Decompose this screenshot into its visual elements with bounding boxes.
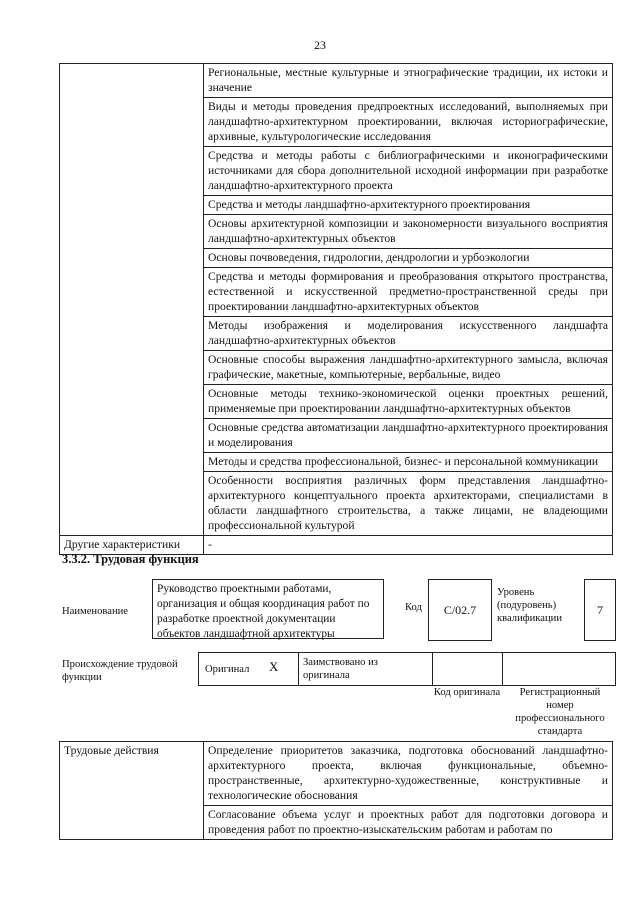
knowledge-item: Основные способы выражения ландшафтно-архитектурного замысла, включая графические, макетные, компьютерные, вербальные, видео <box>204 351 613 385</box>
knowledge-item: Методы и средства профессиональной, бизнес- и персональной коммуникации <box>204 453 613 472</box>
labor-action-item: Определение приоритетов заказчика, подготовка обоснований ландшафтно-архитектурного проекта, включая функциональные, объемно-пространственные, архитектурно-художественные, конструктивные и технологические обоснования <box>204 742 613 806</box>
level-label: Уровень (подуровень) квалификации <box>497 587 562 624</box>
knowledge-item: Средства и методы ландшафтно-архитектурного проектирования <box>204 196 613 215</box>
code-value: C/02.7 <box>428 579 492 641</box>
code-label: Код <box>405 602 422 613</box>
reg-number-cell <box>503 653 615 685</box>
other-characteristics-label: Другие характеристики <box>60 536 204 555</box>
other-characteristics-value: - <box>204 536 613 555</box>
knowledge-item: Региональные, местные культурные и этнографические традиции, их истоки и значение <box>204 64 613 98</box>
origin-row <box>198 652 616 686</box>
knowledge-label-cell <box>60 64 204 536</box>
origin-label: Происхождение трудовой функции <box>62 659 178 683</box>
knowledge-item: Средства и методы формирования и преобразования открытого пространства, естественной и искусственной предметно-пространственной среды при проектировании ландшафтно-архитектурных объектов <box>204 268 613 317</box>
page-number: 23 <box>314 38 326 52</box>
original-mark: X <box>269 659 279 674</box>
original-label: Оригинал <box>205 664 250 675</box>
orig-code-cell <box>433 653 503 685</box>
labor-actions-label: Трудовые действия <box>60 742 204 840</box>
knowledge-item: Основы архитектурной композиции и закономерности визуального восприятия ландшафтно-архитектурных объектов <box>204 215 613 249</box>
original-cell <box>199 653 299 685</box>
orig-code-caption: Код оригинала <box>433 687 501 698</box>
section-title: 3.3.2. Трудовая функция <box>62 552 199 566</box>
borrowed-cell <box>299 653 433 685</box>
level-value: 7 <box>584 579 616 641</box>
knowledge-item: Основные средства автоматизации ландшафтно-архитектурного проектирования и моделирования <box>204 419 613 453</box>
knowledge-table <box>59 63 613 555</box>
knowledge-item: Основы почвоведения, гидрологии, дендрологии и урбоэкологии <box>204 249 613 268</box>
reg-number-caption: Регистрационный номер профессионального стандарта <box>515 687 605 737</box>
knowledge-item: Особенности восприятия различных форм представления ландшафтно-архитектурного концептуального проекта архитекторами, специалистами в области ландшафтного строительства, а также лицами, не владеющими профессиональной культурой <box>204 472 613 536</box>
name-value: Руководство проектными работами, организация и общая координация работ по разработке проектной документации объектов ландшафтной архитектуры <box>152 579 384 639</box>
knowledge-item: Виды и методы проведения предпроектных исследований, выполняемых при ландшафтно-архитектурном проектировании, включая историографические, архивные, культурологические исследования <box>204 98 613 147</box>
labor-action-item: Согласование объема услуг и проектных работ для подготовки договора и проведения работ по проектно-изыскательским работам и работам по <box>204 806 613 840</box>
labor-actions-table <box>59 741 613 840</box>
knowledge-item: Основные методы технико-экономической оценки проектных решений, применяемые при проектировании ландшафтно-архитектурных объектов <box>204 385 613 419</box>
knowledge-item: Средства и методы работы с библиографическими и иконографическими источниками для сбора дополнительной исходной информации при разработке ландшафтно-архитектурного проекта <box>204 147 613 196</box>
knowledge-item: Методы изображения и моделирования искусственного ландшафта ландшафтно-архитектурных объектов <box>204 317 613 351</box>
name-label: Наименование <box>62 606 128 617</box>
borrowed-label: Заимствовано из оригинала <box>303 657 378 681</box>
